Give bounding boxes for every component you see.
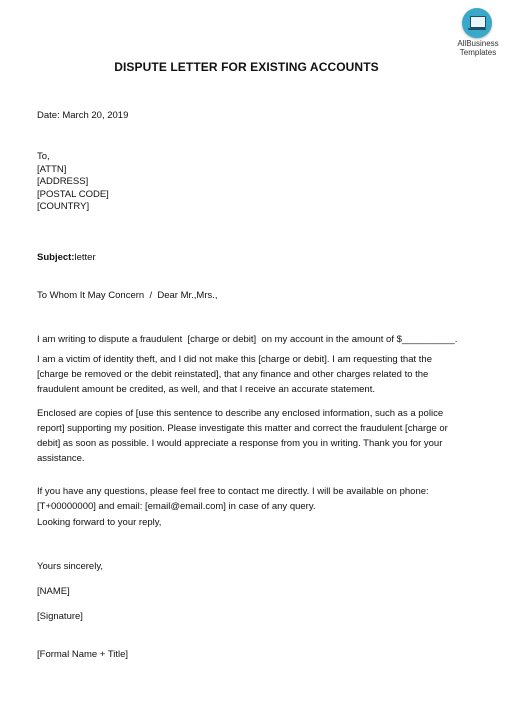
brand-line-2: Templates [459,48,497,57]
brand-line-1: AllBusiness [457,39,499,48]
paragraph-5: Looking forward to your reply, [37,517,162,528]
paragraph-3: Enclosed are copies of [use this sentence to describe any enclosed information, such as a police report] supporting my position. Please investigate this matter and correct the fraudulent [charge or debit] as soon as possible. I would appreciate a response from you in writing. Thank you for your assistance. [37,408,448,464]
subject-label: Subject: [37,252,75,263]
paragraph-4: If you have any questions, please feel free to contact me directly. I will be available on phone: [T+00000000] and email: [email@email.com] in case of any query. [37,486,429,512]
paragraph-1: I am writing to dispute a fraudulent [charge or debit] on my account in the amount of $__________. [37,334,458,345]
closing-signature: [Signature] [37,611,83,622]
document-title: DISPUTE LETTER FOR EXISTING ACCOUNTS [114,60,379,74]
recipient-postal-code: [POSTAL CODE] [37,189,109,200]
recipient-to: To, [37,151,50,162]
closing-sincerely: Yours sincerely, [37,561,104,572]
paragraph-2: I am a victim of identity theft, and I did not make this [charge or debit]. I am requesting that the [charge be removed or the debit reinstated], that any finance and other charges related to the fraudulent amount be credited, as well, and that I receive an accurate statement. [37,354,432,395]
recipient-address: [ADDRESS] [37,176,89,187]
brand-logo-text [445,39,511,57]
subject-line [37,252,96,263]
recipient-country: [COUNTRY] [37,201,90,212]
laptop-icon [462,8,492,38]
subject-value: letter [74,252,96,263]
recipient-attn: [ATTN] [37,164,67,175]
closing-name: [NAME] [37,586,70,597]
salutation: To Whom It May Concern / Dear Mr.,Mrs., [37,290,218,301]
closing-formal-name: [Formal Name + Title] [37,649,129,660]
date-line: Date: March 20, 2019 [37,110,129,121]
